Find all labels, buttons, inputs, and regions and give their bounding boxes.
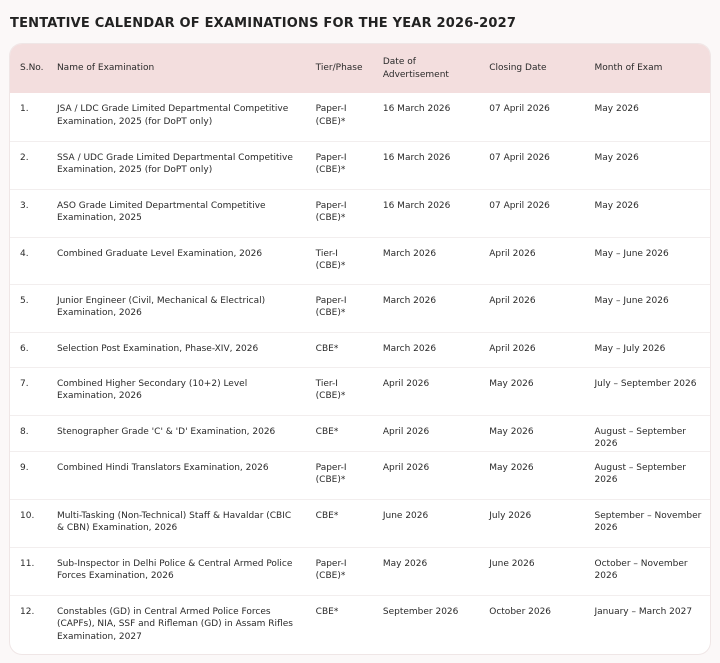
page-title: TENTATIVE CALENDAR OF EXAMINATIONS FOR THE YEAR 2026-2027 [10,16,517,31]
cell-tier: Paper-I (CBE)* [306,547,373,595]
cell-advertisement: 16 March 2026 [373,141,479,189]
cell-tier: Paper-I (CBE)* [306,141,373,189]
cell-sno: 11. [10,547,47,595]
cell-advertisement: May 2026 [373,547,479,595]
header-sno: S.No. [20,63,44,73]
cell-sno: 7. [10,367,47,415]
cell-closing: 07 April 2026 [479,189,584,237]
cell-sno: 6. [10,332,47,367]
cell-month: May – July 2026 [585,332,710,367]
cell-name: SSA / UDC Grade Limited Departmental Competitive Examination, 2025 (for DoPT only) [47,141,306,189]
cell-closing: April 2026 [479,237,584,284]
cell-month: July – September 2026 [585,367,710,415]
table-row [10,237,710,284]
cell-closing: April 2026 [479,284,584,332]
table-row [10,332,710,367]
header-advertisement: Date of Advertisement [382,56,449,80]
cell-name: Constables (GD) in Central Armed Police Forces (CAPFs), NIA, SSF and Rifleman (GD) in Assam Rifles Examination, 2027 [47,595,306,649]
table-header-row [10,44,710,93]
cell-tier: CBE* [306,595,373,649]
cell-closing: May 2026 [479,415,584,451]
header-month: Month of Exam [594,63,663,73]
cell-month: May 2026 [585,141,710,189]
cell-advertisement: April 2026 [373,415,479,451]
cell-sno: 12. [10,595,47,649]
cell-sno: 4. [10,237,47,284]
cell-sno: 5. [10,284,47,332]
cell-advertisement: March 2026 [373,284,479,332]
table-row [10,93,710,141]
cell-tier: Tier-I (CBE)* [306,237,373,284]
cell-sno: 1. [20,104,29,114]
cell-tier: Paper-I (CBE)* [306,451,373,499]
cell-month: August – September 2026 [585,451,710,499]
table-row [10,141,710,189]
cell-advertisement: March 2026 [373,237,479,284]
cell-advertisement: September 2026 [373,595,479,649]
cell-closing: June 2026 [479,547,584,595]
cell-month: May – June 2026 [585,237,710,284]
cell-sno: 3. [10,189,47,237]
cell-closing: 07 April 2026 [479,141,584,189]
cell-name: Multi-Tasking (Non-Technical) Staff & Havaldar (CBIC & CBN) Examination, 2026 [47,499,306,547]
cell-advertisement: June 2026 [373,499,479,547]
cell-name: Selection Post Examination, Phase-XIV, 2026 [47,332,306,367]
header-closing: Closing Date [489,63,547,73]
cell-name: Sub-Inspector in Delhi Police & Central Armed Police Forces Examination, 2026 [47,547,306,595]
table-row [10,451,710,499]
cell-tier: Paper-I (CBE)* [306,284,373,332]
exam-calendar-table-card [10,44,710,654]
header-tier: Tier/Phase [315,63,363,73]
cell-sno: 10. [10,499,47,547]
cell-sno: 8. [10,415,47,451]
cell-closing: October 2026 [479,595,584,649]
cell-tier: CBE* [306,415,373,451]
cell-month: May 2026 [594,104,639,114]
table-row [10,367,710,415]
cell-closing: May 2026 [479,451,584,499]
cell-name: Combined Graduate Level Examination, 2026 [47,237,306,284]
cell-advertisement: March 2026 [373,332,479,367]
cell-sno: 2. [10,141,47,189]
cell-advertisement: April 2026 [373,451,479,499]
cell-sno: 9. [10,451,47,499]
cell-tier: CBE* [306,332,373,367]
header-name: Name of Examination [56,63,155,73]
cell-tier: Tier-I (CBE)* [306,367,373,415]
cell-tier: Paper-I (CBE)* [306,189,373,237]
table-row [10,415,710,451]
cell-advertisement: April 2026 [373,367,479,415]
cell-name: Combined Higher Secondary (10+2) Level Examination, 2026 [47,367,306,415]
cell-month: May 2026 [585,189,710,237]
cell-name: JSA / LDC Grade Limited Departmental Competitive Examination, 2025 (for DoPT only) [56,104,289,127]
cell-month: January – March 2027 [585,595,710,649]
cell-closing: April 2026 [479,332,584,367]
table-row [10,499,710,547]
cell-closing: May 2026 [479,367,584,415]
cell-advertisement: 16 March 2026 [373,189,479,237]
table-row [10,284,710,332]
cell-name: Combined Hindi Translators Examination, 2026 [47,451,306,499]
table-row [10,547,710,595]
table-row [10,595,710,649]
cell-month: September – November 2026 [585,499,710,547]
cell-month: May – June 2026 [585,284,710,332]
cell-advertisement: 16 March 2026 [382,104,451,114]
table-row [10,189,710,237]
cell-closing: 07 April 2026 [489,104,550,114]
cell-closing: July 2026 [479,499,584,547]
cell-tier: CBE* [306,499,373,547]
cell-name: Stenographer Grade 'C' & 'D' Examination, 2026 [47,415,306,451]
cell-tier: Paper-I (CBE)* [315,104,347,127]
cell-month: August – September 2026 [585,415,710,451]
exam-calendar-table [10,44,710,649]
cell-name: Junior Engineer (Civil, Mechanical & Electrical) Examination, 2026 [47,284,306,332]
cell-name: ASO Grade Limited Departmental Competitive Examination, 2025 [47,189,306,237]
cell-month: October – November 2026 [585,547,710,595]
